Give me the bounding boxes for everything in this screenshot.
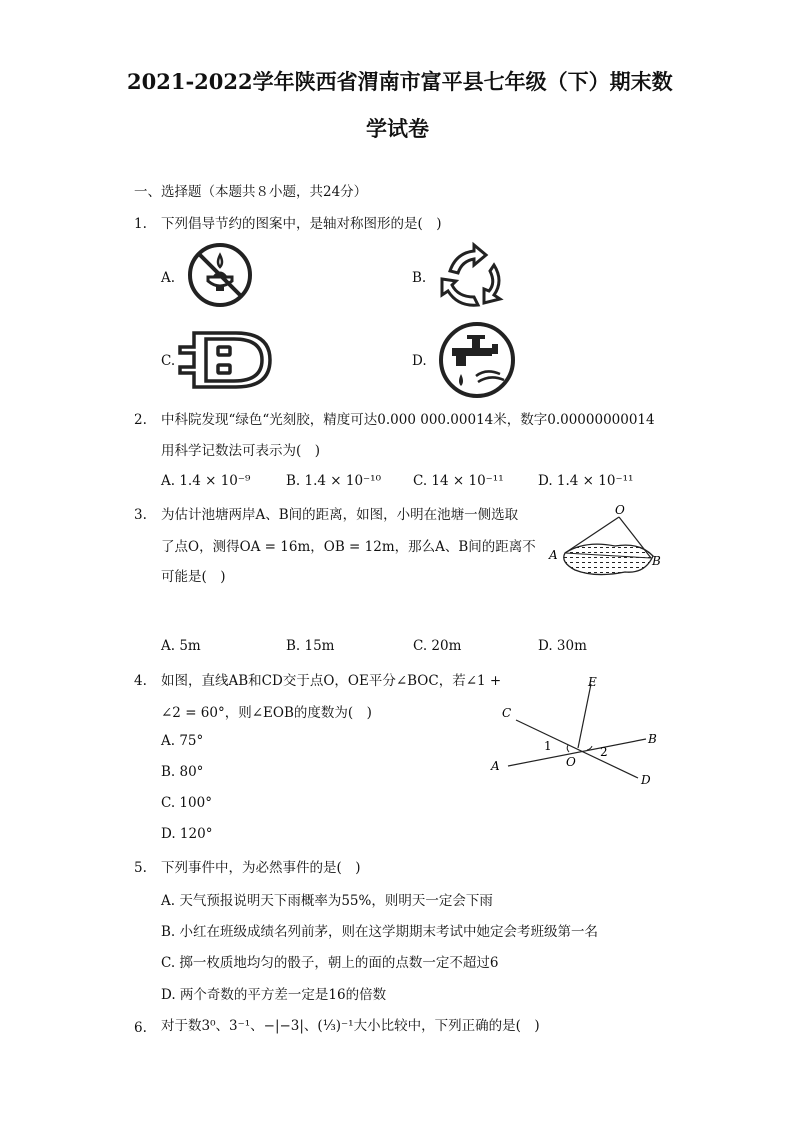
section-heading: 一、选择题（本题共８小题，共24分） bbox=[134, 184, 368, 200]
question-5-text: 下列事件中，为必然事件的是( ) bbox=[161, 860, 361, 876]
q2-option-a: A. 1.4 × 10⁻⁹ bbox=[161, 473, 251, 489]
q3-option-d: D. 30m bbox=[538, 638, 587, 654]
figure-label-d: D bbox=[641, 773, 651, 787]
q4-option-b: B. 80° bbox=[161, 764, 204, 780]
question-3-text-line3: 可能是( ) bbox=[161, 569, 226, 585]
question-4-text-line2: ∠2 = 60°，则∠EOB的度数为( ) bbox=[161, 705, 372, 721]
q2-option-c: C. 14 × 10⁻¹¹ bbox=[413, 473, 504, 489]
q5-option-d: D. 两个奇数的平方差一定是16的倍数 bbox=[161, 987, 387, 1003]
power-plug-icon bbox=[176, 327, 276, 393]
water-tap-icon bbox=[436, 320, 518, 400]
intersecting-lines-figure bbox=[488, 670, 668, 790]
question-4-number: 4. bbox=[134, 673, 147, 689]
question-1-number: 1. bbox=[134, 216, 147, 232]
question-6-text: 对于数3⁰、3⁻¹、−|−3|、(⅓)⁻¹大小比较中，下列正确的是( ) bbox=[161, 1018, 540, 1034]
q5-option-a: A. 天气预报说明天下雨概率为55%，则明天一定会下雨 bbox=[161, 893, 493, 909]
q1-option-b-label: B. bbox=[412, 270, 427, 286]
recycle-arrows-icon bbox=[434, 243, 510, 311]
pond-label-b: B bbox=[652, 554, 661, 568]
question-2-number: 2. bbox=[134, 412, 147, 428]
document-title-line1: 2021-2022学年陕西省渭南市富平县七年级（下）期末数 bbox=[127, 69, 673, 94]
figure-angle-2: 2 bbox=[600, 745, 608, 759]
figure-label-c: C bbox=[502, 706, 512, 720]
figure-label-e: E bbox=[588, 675, 597, 689]
question-4-text-line1: 如图，直线AB和CD交于点O，OE平分∠BOC，若∠1 + bbox=[161, 673, 502, 689]
q4-option-c: C. 100° bbox=[161, 795, 212, 811]
q1-option-a-label: A. bbox=[161, 270, 176, 286]
pond-label-a: A bbox=[549, 548, 558, 562]
question-5-number: 5. bbox=[134, 860, 147, 876]
question-2-text-line1: 中科院发现“绿色“光刻胶，精度可达0.000 000.00014米，数字0.00000000014 bbox=[161, 412, 655, 428]
q3-option-a: A. 5m bbox=[161, 638, 201, 654]
question-3-number: 3. bbox=[134, 507, 147, 523]
figure-label-b: B bbox=[648, 732, 657, 746]
question-3-text-line2: 了点O，测得OA = 16m，OB = 12m，那么A、B间的距离不 bbox=[161, 539, 536, 555]
figure-angle-1: 1 bbox=[544, 739, 552, 753]
document-title-line2: 学试卷 bbox=[366, 116, 429, 141]
q1-option-d-label: D. bbox=[412, 353, 427, 369]
pond-figure bbox=[545, 500, 670, 585]
q5-option-b: B. 小红在班级成绩名列前茅，则在这学期期末考试中她定会考班级第一名 bbox=[161, 924, 599, 940]
pond-label-o: O bbox=[615, 503, 625, 517]
q2-option-b: B. 1.4 × 10⁻¹⁰ bbox=[286, 473, 381, 489]
question-6-number: 6. bbox=[134, 1020, 147, 1036]
figure-label-a: A bbox=[491, 759, 500, 773]
q4-option-a: A. 75° bbox=[161, 733, 204, 749]
question-3-text-line1: 为估计池塘两岸A、B间的距离，如图，小明在池塘一侧选取 bbox=[161, 507, 519, 523]
q3-option-c: C. 20m bbox=[413, 638, 462, 654]
q2-option-d: D. 1.4 × 10⁻¹¹ bbox=[538, 473, 634, 489]
no-oil-lamp-icon bbox=[186, 241, 254, 309]
q3-option-b: B. 15m bbox=[286, 638, 335, 654]
q5-option-c: C. 掷一枚质地均匀的骰子，朝上的面的点数一定不超过6 bbox=[161, 955, 499, 971]
figure-label-o: O bbox=[566, 755, 576, 769]
q4-option-d: D. 120° bbox=[161, 826, 213, 842]
question-2-text-line2: 用科学记数法可表示为( ) bbox=[161, 443, 321, 459]
q1-option-c-label: C. bbox=[161, 353, 176, 369]
question-1-text: 下列倡导节约的图案中，是轴对称图形的是( ) bbox=[161, 216, 442, 232]
